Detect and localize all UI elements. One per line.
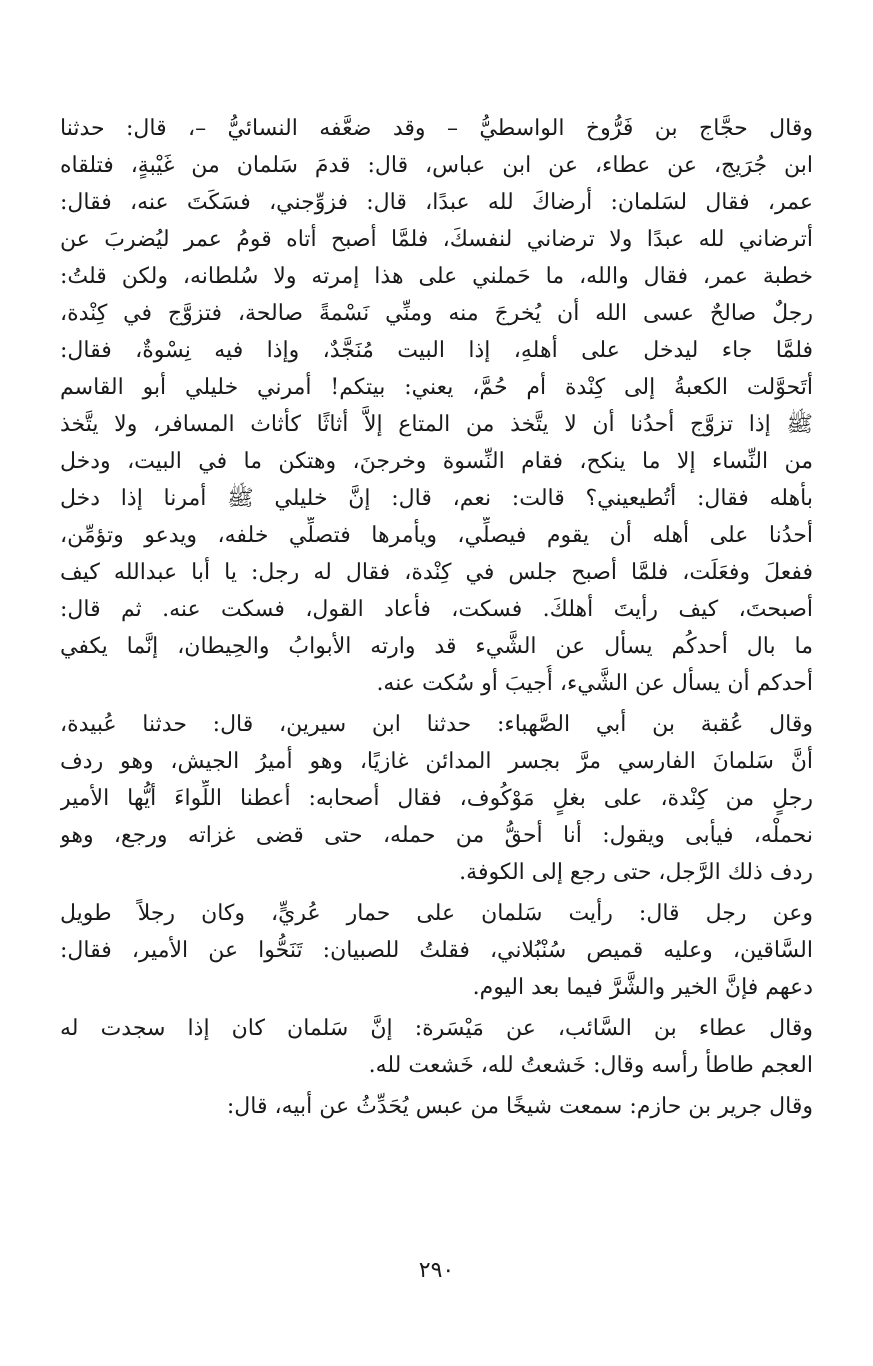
text-line: ردف ذلك الرَّجل، حتى رجع إلى الكوفة. [459,860,813,885]
text-line: نحملْه، فيأبى ويقول: أنا أحقُّ من حمله، حتى قضى غزاته ورجع، وهو [60,823,813,848]
text-line: أتَحوَّلت الكعبةُ إلى كِنْدة أم حُمَّ، يعني: بيتكم! أمرني خليلي أبو القاسم [60,375,813,400]
text-line: أحدكم أن يسأل عن الشَّيء، أُجيبَ أو سُكت عنه. [376,671,813,696]
text-line: فلمَّا جاء ليدخل على أهلهِ، إذا البيت مُنَجَّدٌ، وإذا فيه نِسْوةٌ، فقال: [60,338,813,363]
text-line: أحدُنا على أهله أن يقوم فيصلِّي، ويأمرها فتصلِّي خلفه، ويدعو وتؤمِّن، [60,523,813,548]
text-line: ابن جُرَيج، عن عطاء، عن ابن عباس، قال: قدمَ سَلمان من غَيْبةٍ، فتلقاه [60,153,813,178]
text-line: بأهله فقال: أتُطيعيني؟ قالت: نعم، قال: إنَّ خليلي ﷺ أمرنا إذا دخل [60,486,813,511]
text-line: ما بال أحدكُم يسأل عن الشَّيء قد وارته الأبوابُ والحِيطان، إنَّما يكفي [60,634,813,659]
text-line: السَّاقين، وعليه قميص سُنْبُلاني، فقلتُ للصبيان: تَنَحُّوا عن الأمير، فقال: [60,938,813,963]
text-line: من النِّساء إلا ما ينكح، فقام النِّسوة وخرجنَ، وهتكن ما في البيت، ودخل [60,449,813,474]
text-line: خطبة عمر، فقال والله، ما حَملني على هذا إمرته ولا سُلطانه، ولكن قلتُ: [60,264,813,289]
text-line: ففعلَ وفعَلَت، فلمَّا أصبح جلس في كِنْدة، فقال له رجل: يا أبا عبدالله كيف [60,560,813,585]
text-line: وقال عُقبة بن أبي الصَّهباء: حدثنا ابن سيرين، قال: حدثنا عُبيدة، [60,712,813,737]
text-line: وقال عطاء بن السَّائب، عن مَيْسَرة: إنَّ سَلمان كان إذا سجدت له [60,1016,813,1041]
text-line: أنَّ سَلمانَ الفارسي مرَّ بجسر المدائن غازيًا، وهو أميرُ الجيش، وهو ردف [60,749,813,774]
text-line: العجم طاطأ رأسه وقال: خَشعتُ لله، خَشعت لله. [368,1053,813,1078]
text-line: وقال جرير بن حازم: سمعت شيخًا من عبس يُحَدِّثُ عن أبيه، قال: [226,1094,813,1119]
text-line: دعهم فإنَّ الخير والشَّرَّ فيما بعد اليوم. [472,975,813,1000]
text-line: أترضاني لله عبدًا ولا ترضاني لنفسكَ، فلمَّا أصبح أتاه قومُ عمر ليُضربَ عن [60,227,813,252]
text-line: عمر، فقال لسَلمان: أرضاكَ لله عبدًا، قال: فزوِّجني، فسَكَتَ عنه، فقال: [60,190,813,215]
text-line: وقال حجَّاج بن فَرُّوخ الواسطيُّ – وقد ضعَّفه النسائيُّ –، قال: حدثنا [60,116,813,141]
text-line: ﷺ إذا تزوَّج أحدُنا أن لا يتَّخذ من المتاع إلاَّ أثاثًا كأثاث المسافر، ولا يتَّخذ [60,412,813,437]
text-line: رجلٌ صالحٌ عسى الله أن يُخرجَ منه ومنِّي نَسْمةً صالحة، فتزوَّج في كِنْدة، [60,301,813,326]
text-line: وعن رجل قال: رأيت سَلمان على حمار عُريٍّ، وكان رجلاً طويل [60,901,813,926]
body-text [60,110,813,1125]
text-line: أصبحتَ، كيف رأيتَ أهلكَ. فسكت، فأعاد القول، فسكت عنه. ثم قال: [60,597,813,622]
page-number: ٢٩٠ [418,1258,455,1283]
text-line: رجلٍ من كِنْدة، على بغلٍ مَوْكُوف، فقال أصحابه: أعطنا اللِّواءَ أيُّها الأمير [60,786,813,811]
